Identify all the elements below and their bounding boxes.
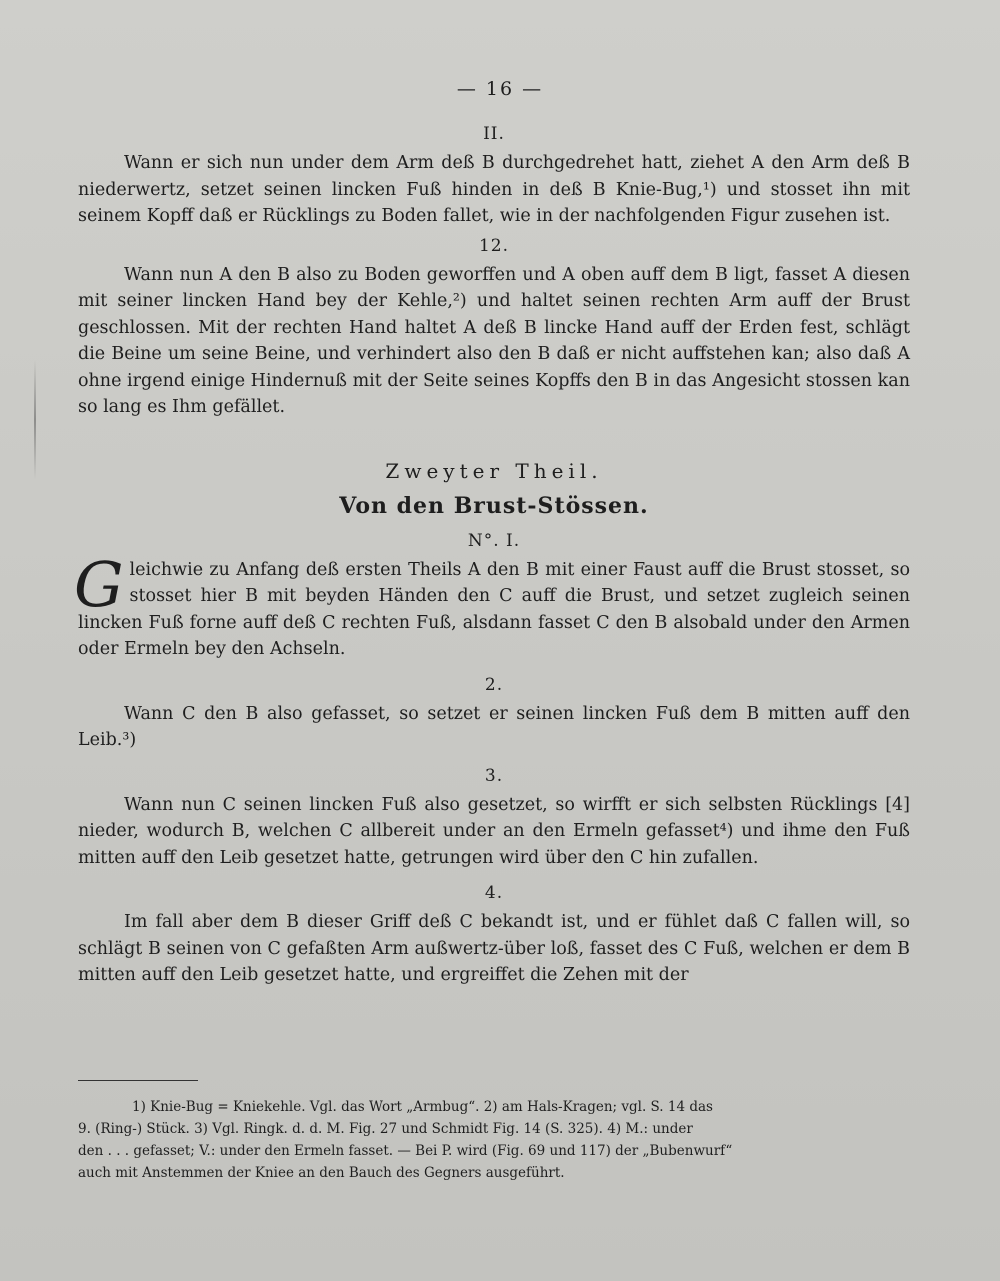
section-number-II: II. [483, 124, 505, 144]
section-heading: Von den Brust-Stössen. [339, 492, 649, 519]
entry-1-text: leichwie zu Anfang deß ersten Theils A den B mit einer Faust auff die Brust stosset, so stosset hier B mit beyden Händen den C auff die Brust, und setzet zugleich seinen lincken Fuß forne auff deß C rechten Fuß, alsdann fasset C den B alsobald under den Armen oder Ermeln bey den Achseln. [78, 559, 910, 659]
margin-pencil-mark [34, 360, 36, 480]
paragraph-II: Wann er sich nun under dem Arm deß B durchgedrehet hatt, ziehet A den Arm deß B niederwertz, setzet seinen lincken Fuß hinden in deß B Knie-Bug,¹) und stosset ihn mit seinem Kopff daß er Rücklings zu Boden fallet, wie in der nachfolgenden Figur zusehen ist. [78, 153, 910, 226]
drop-capital: G [74, 547, 124, 621]
entry-number-2: 2. [484, 674, 504, 695]
section-number-12: 12. [478, 235, 510, 256]
part-title: Zweyter Theil. [385, 458, 603, 483]
paragraph-entry-1 [74, 547, 910, 663]
footnote-line: 1) Knie-Bug = Kniekehle. Vgl. das Wort „Armbug“. 2) am Hals-Kragen; vgl. S. 14 das [132, 1099, 713, 1115]
paragraph-entry-4: Im fall aber dem B dieser Griff deß C bekandt ist, und er fühlet daß C fallen will, so schlägt B seinen von C gefaßten Arm außwertz-über loß, fasset des C Fuß, welchen er dem B mitten auff den Leib gesetzet hatte, und ergreiffet die Zehen mit der [78, 912, 910, 985]
page-number: — 16 — [456, 78, 544, 100]
footnote-line: auch mit Anstemmen der Kniee an den Bauch des Gegners ausgeführt. [78, 1165, 565, 1181]
entry-number-3: 3. [484, 765, 504, 786]
entry-number-1: N°. I. [467, 530, 521, 551]
footnote-line: 9. (Ring-) Stück. 3) Vgl. Ringk. d. d. M. Fig. 27 und Schmidt Fig. 14 (S. 325). 4) M.: under [78, 1121, 693, 1137]
page-body [74, 122, 910, 995]
footnote-divider [78, 1080, 198, 1081]
footnotes [78, 1096, 904, 1184]
footnote-line: den . . . gefasset; V.: under den Ermeln fasset. — Bei P. wird (Fig. 69 und 117) der „Bubenwurf“ [78, 1143, 733, 1159]
paragraph-entry-3: Wann nun C seinen lincken Fuß also gesetzet, so wirfft er sich selbsten Rücklings [4] nieder, wodurch B, welchen C allbereit under an den Ermeln gefasset⁴) und ihme den Fuß mitten auff den Leib gesetzet hatte, getrungen wird über den C hin zufallen. [78, 794, 910, 868]
entry-number-4: 4. [484, 883, 504, 903]
paragraph-entry-2: Wann C den B also gefasset, so setzet er seinen lincken Fuß dem B mitten auff den Leib.³) [78, 703, 910, 750]
paragraph-12: Wann nun A den B also zu Boden geworffen und A oben auff dem B ligt, fasset A diesen mit seiner lincken Hand bey der Kehle,²) und haltet seinen rechten Arm auff der Brust geschlossen. Mit der rechten Hand haltet A deß B lincke Hand auff der Erden fest, schlägt die Beine um seine Beine, und verhindert also den B daß er nicht auffstehen kan; also daß A ohne irgend einige Hindernuß mit der Seite seines Kopffs den B in das Angesicht stossen kan so lang es Ihm gefället. [78, 264, 910, 417]
